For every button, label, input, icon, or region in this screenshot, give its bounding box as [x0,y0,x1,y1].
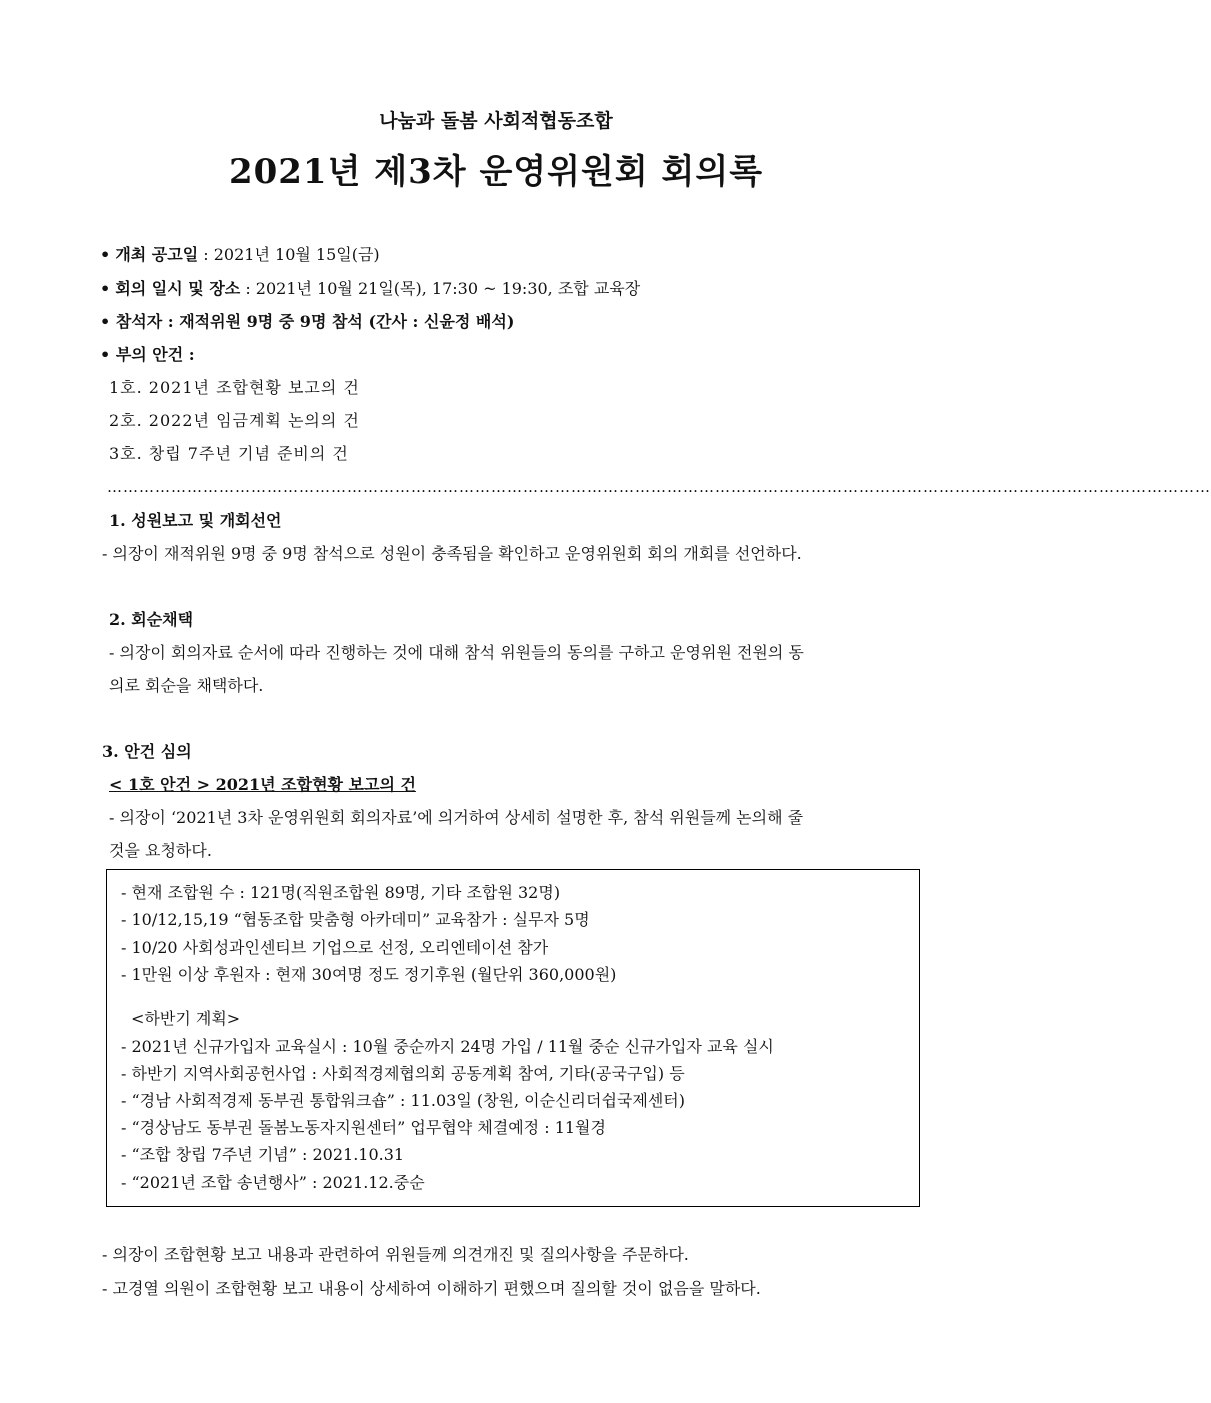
section-2-body-line-2: 의로 회순을 채택하다. [109,676,264,695]
agenda-label-line [100,344,195,366]
status-item: - 10/12,15,19 “협동조합 맞춤형 아카데미” 교육참가 : 실무자 5명 [121,910,590,929]
organization-name: 나눔과 돌봄 사회적협동조합 [379,110,613,132]
section-3-title: 3. 안건 심의 [102,742,192,761]
section-1-title: 1. 성원보고 및 개회선언 [109,511,282,530]
section-3-body-line-1: - 의장이 ‘2021년 3차 운영위원회 회의자료’에 의거하여 상세히 설명한 후, 참석 위원들께 논의해 줄 [109,808,804,827]
dotted-divider: ……………………………………………………………………………………………………………………………………………………………………………………… [107,478,1211,496]
bullet: • [100,345,111,364]
attendees-text: 참석자 : 재적위원 9명 중 9명 참석 (간사 : 신윤정 배석) [115,312,515,331]
plan-item: - 2021년 신규가입자 교육실시 : 10월 중순까지 24명 가입 / 11월 중순 신규가입자 교육 실시 [121,1037,774,1056]
closing-line-2: - 고경열 의원이 조합현황 보고 내용이 상세하여 이해하기 편했으며 질의할 것이 없음을 말하다. [102,1279,761,1298]
plan-heading: <하반기 계획> [131,1009,241,1028]
agenda-item-2: 2호. 2022년 임금계획 논의의 건 [109,411,360,430]
bullet: • [100,245,111,264]
notice-date-value: : 2021년 10월 15일(금) [198,245,380,264]
plan-item: - 하반기 지역사회공헌사업 : 사회적경제협의회 공동계획 참여, 기타(공국구입) 등 [121,1064,685,1083]
bullet: • [100,312,111,331]
notice-date-line [100,244,380,266]
meeting-datetime-value: : 2021년 10월 21일(목), 17:30 ~ 19:30, 조합 교육장 [240,279,641,298]
agenda-item-1: 1호. 2021년 조합현황 보고의 건 [109,378,360,397]
document-title: 2021년 제3차 운영위원회 회의록 [228,152,764,192]
attendees-line [100,311,514,333]
notice-date-label: 개최 공고일 [115,245,199,264]
status-item: - 현재 조합원 수 : 121명(직원조합원 89명, 기타 조합원 32명) [121,883,561,902]
meeting-datetime-line [100,278,640,300]
meeting-datetime-label: 회의 일시 및 장소 [115,279,241,298]
section-1-body: - 의장이 재적위원 9명 중 9명 참석으로 성원이 충족됨을 확인하고 운영위원회 회의 개회를 선언하다. [102,544,802,563]
plan-item: - “경남 사회적경제 동부권 통합워크숍” : 11.03일 (창원, 이순신리더쉽국제센터) [121,1091,685,1110]
section-3-body-line-2: 것을 요청하다. [109,841,212,860]
agenda-label: 부의 안건 : [115,345,195,364]
status-item: - 1만원 이상 후원자 : 현재 30여명 정도 정기후원 (월단위 360,000원) [121,965,617,984]
section-2-title: 2. 회순채택 [109,610,194,629]
status-report-box [106,869,920,1207]
bullet: • [100,279,111,298]
plan-item: - “경상남도 동부권 돌봄노동자지원센터” 업무협약 체결예정 : 11월경 [121,1118,606,1137]
agenda-item-3: 3호. 창립 7주년 기념 준비의 건 [109,444,349,463]
status-item: - 10/20 사회성과인센티브 기업으로 선정, 오리엔테이션 참가 [121,938,549,957]
plan-item: - “조합 창립 7주년 기념” : 2021.10.31 [121,1145,405,1164]
section-2-body-line-1: - 의장이 회의자료 순서에 따라 진행하는 것에 대해 참석 위원들의 동의를 구하고 운영위원 전원의 동 [109,643,804,662]
agenda-1-subtitle: < 1호 안건 > 2021년 조합현황 보고의 건 [109,775,416,794]
plan-item: - “2021년 조합 송년행사” : 2021.12.중순 [121,1173,425,1192]
closing-line-1: - 의장이 조합현황 보고 내용과 관련하여 위원들께 의견개진 및 질의사항을 주문하다. [102,1245,689,1264]
